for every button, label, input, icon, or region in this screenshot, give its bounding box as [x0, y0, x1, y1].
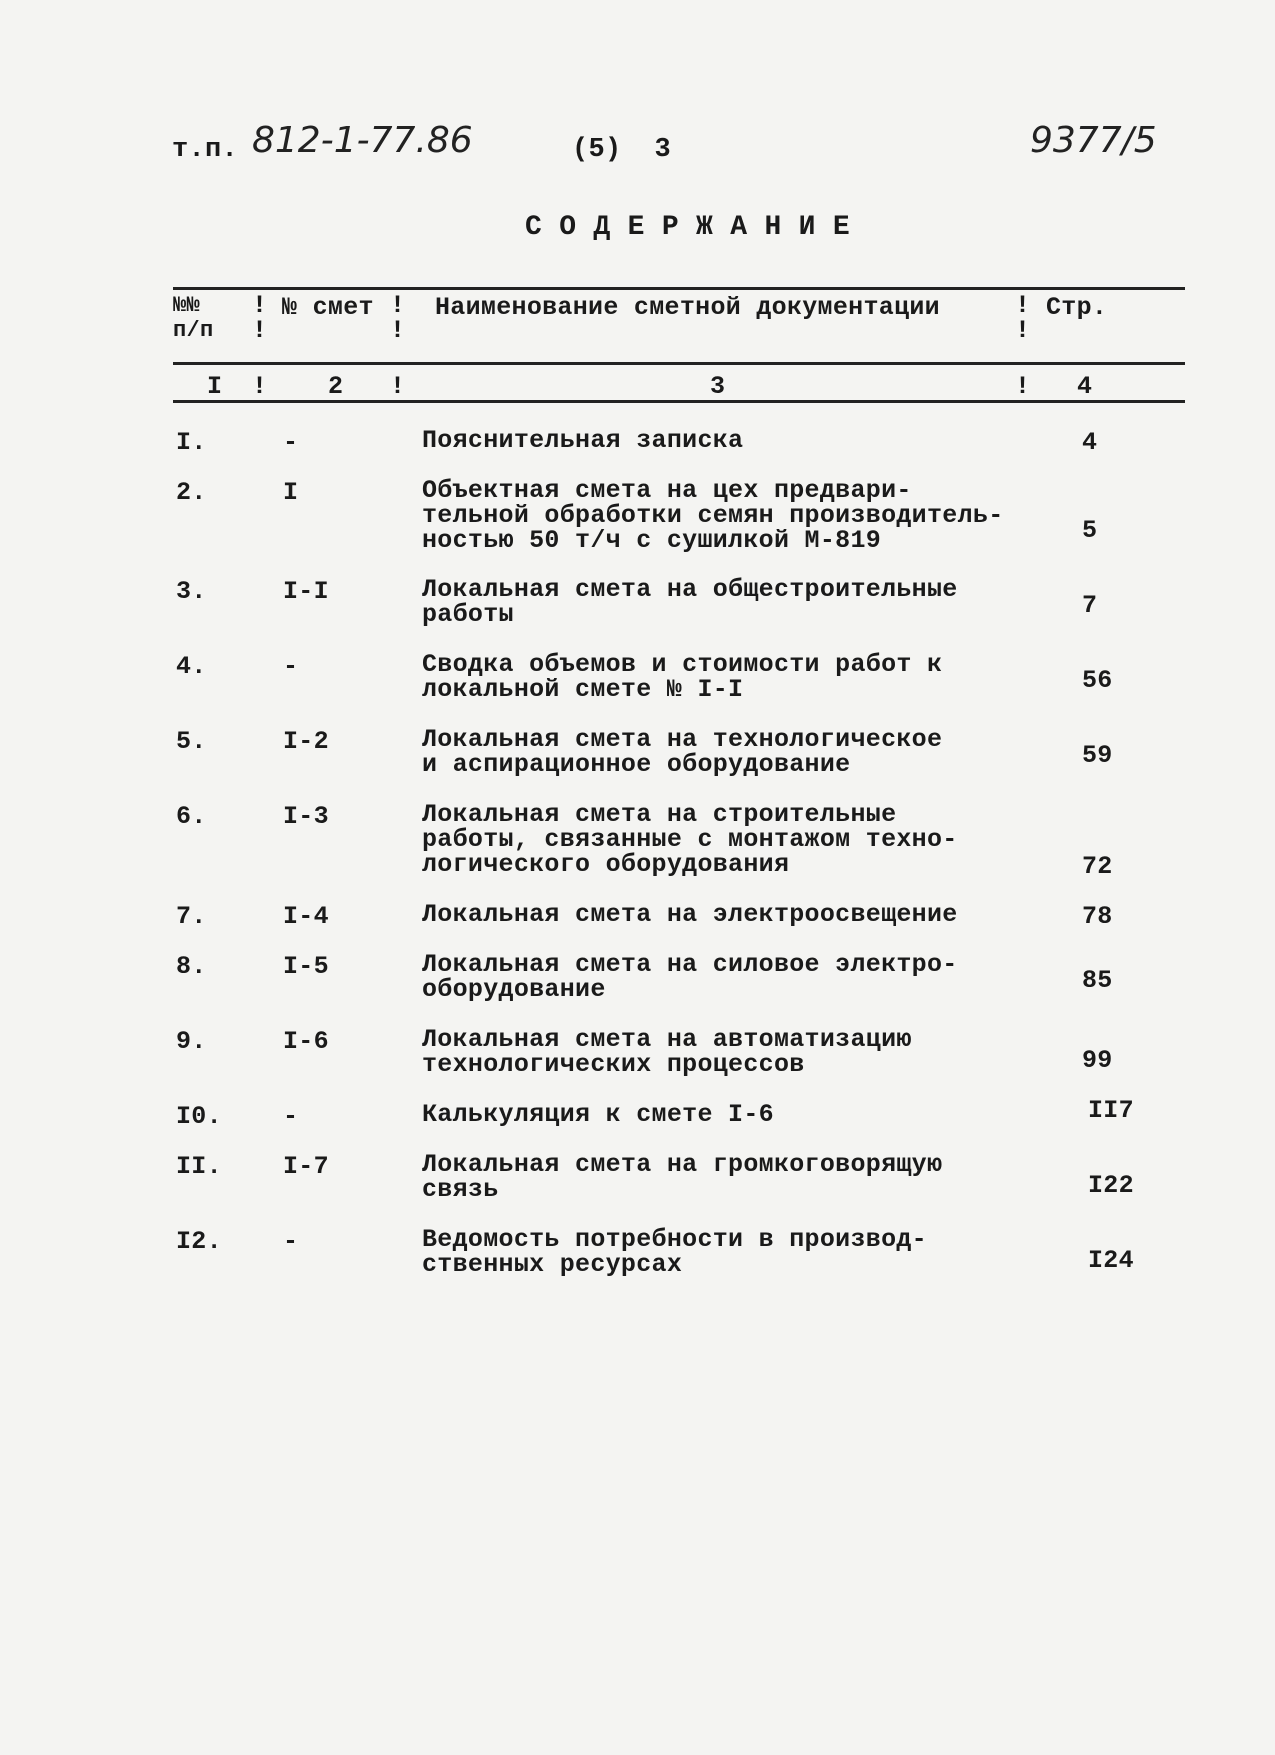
- row-number: II.: [176, 1152, 222, 1181]
- page-number: 5: [1082, 516, 1098, 545]
- page-number: I24: [1088, 1246, 1134, 1275]
- sep: !: [252, 291, 268, 320]
- header-col-page: Стр.: [1046, 293, 1108, 322]
- document-name: [422, 478, 1004, 553]
- estimate-number: -: [283, 1227, 299, 1256]
- row-number: I.: [176, 428, 207, 457]
- row-number: 3.: [176, 577, 207, 606]
- document-name-line: Объектная смета на цех предвари-: [422, 476, 912, 505]
- sep: !: [1015, 316, 1031, 345]
- estimate-number: -: [283, 652, 299, 681]
- document-name-line: Локальная смета на автоматизацию: [422, 1025, 912, 1054]
- project-code: 812-1-77.86: [252, 120, 473, 161]
- estimate-number: I-3: [283, 802, 329, 831]
- estimate-number: -: [283, 428, 299, 457]
- row-number: 4.: [176, 652, 207, 681]
- row-number: I0.: [176, 1102, 222, 1131]
- document-name: [422, 802, 958, 877]
- page-number: 59: [1082, 741, 1113, 770]
- page-number: I22: [1088, 1171, 1134, 1200]
- page-number: 56: [1082, 666, 1113, 695]
- document-name-line: Локальная смета на общестроительные: [422, 575, 958, 604]
- row-number: 6.: [176, 802, 207, 831]
- row-number: 2.: [176, 478, 207, 507]
- sep: !: [390, 372, 406, 401]
- document-name: [422, 1102, 774, 1127]
- row-number: 5.: [176, 727, 207, 756]
- archive-number: 9377/5: [1030, 120, 1157, 161]
- document-name-line: ностью 50 т/ч с сушилкой М-819: [422, 526, 882, 555]
- document-name-line: работы: [422, 600, 514, 629]
- document-name-line: локальной смете № I-I: [422, 675, 744, 704]
- document-name-line: Пояснительная записка: [422, 426, 744, 455]
- table-numbers-rule: [173, 400, 1185, 403]
- estimate-number: I-2: [283, 727, 329, 756]
- header-col-number-line2: п/п: [173, 318, 214, 343]
- document-name-line: Локальная смета на громкоговорящую: [422, 1150, 943, 1179]
- document-name-line: тельной обработки семян производитель-: [422, 501, 1004, 530]
- table-top-rule: [173, 287, 1185, 290]
- document-name: [422, 428, 743, 453]
- header-col-number-line1: №№: [173, 293, 201, 318]
- table-header-rule: [173, 362, 1185, 365]
- header-col-name: Наименование сметной документации: [435, 293, 940, 322]
- header-sep: [390, 293, 405, 343]
- column-number-2: 2: [328, 372, 344, 401]
- header-sep: [252, 293, 267, 343]
- page-number: 7: [1082, 591, 1098, 620]
- page-number: 4: [1082, 428, 1098, 457]
- header-col-number: [173, 293, 214, 343]
- document-name-line: связь: [422, 1175, 499, 1204]
- document-name-line: логического оборудования: [422, 850, 790, 879]
- estimate-number: -: [283, 1102, 299, 1131]
- estimate-number: I-4: [283, 902, 329, 931]
- page-title: С О Д Е Р Ж А Н И Е: [525, 212, 850, 243]
- column-number-4: 4: [1077, 372, 1093, 401]
- document-name-line: работы, связанные с монтажом техно-: [422, 825, 958, 854]
- row-number: I2.: [176, 1227, 222, 1256]
- project-prefix: т.п.: [172, 135, 239, 165]
- document-name: [422, 1227, 927, 1277]
- estimate-number: I-7: [283, 1152, 329, 1181]
- sep: !: [252, 316, 268, 345]
- document-name: [422, 652, 942, 702]
- header-sep: [1015, 293, 1030, 343]
- document-name-line: Локальная смета на силовое электро-: [422, 950, 958, 979]
- document-name: [422, 577, 958, 627]
- document-name-line: Сводка объемов и стоимости работ к: [422, 650, 943, 679]
- document-name: [422, 1152, 942, 1202]
- row-number: 7.: [176, 902, 207, 931]
- column-number-3: 3: [710, 372, 726, 401]
- row-number: 9.: [176, 1027, 207, 1056]
- column-number-1: I: [207, 372, 223, 401]
- document-name-line: и аспирационное оборудование: [422, 750, 851, 779]
- document-name: [422, 902, 958, 927]
- page-number: 78: [1082, 902, 1113, 931]
- estimate-number: I: [283, 478, 299, 507]
- document-name-line: Локальная смета на технологическое: [422, 725, 943, 754]
- document-name: [422, 727, 942, 777]
- estimate-number: I-I: [283, 577, 329, 606]
- document-name-line: оборудование: [422, 975, 606, 1004]
- album-page: (5) 3: [572, 135, 672, 165]
- document-name-line: Калькуляция к смете I-6: [422, 1100, 774, 1129]
- sep: !: [252, 372, 268, 401]
- document-name-line: Ведомость потребности в производ-: [422, 1225, 927, 1254]
- document-name-line: ственных ресурсах: [422, 1250, 683, 1279]
- document-name: [422, 1027, 912, 1077]
- document-name-line: технологических процессов: [422, 1050, 805, 1079]
- document-name-line: Локальная смета на электроосвещение: [422, 900, 958, 929]
- sep: !: [1015, 291, 1031, 320]
- document-name-line: Локальная смета на строительные: [422, 800, 897, 829]
- page-number: 85: [1082, 966, 1113, 995]
- document-name: [422, 952, 958, 1002]
- page-number: 72: [1082, 852, 1113, 881]
- sep: !: [390, 316, 406, 345]
- header-col-estimate: № смет: [282, 293, 374, 322]
- estimate-number: I-5: [283, 952, 329, 981]
- page-number: II7: [1088, 1096, 1134, 1125]
- row-number: 8.: [176, 952, 207, 981]
- sep: !: [1015, 372, 1031, 401]
- estimate-number: I-6: [283, 1027, 329, 1056]
- page-number: 99: [1082, 1046, 1113, 1075]
- sep: !: [390, 291, 406, 320]
